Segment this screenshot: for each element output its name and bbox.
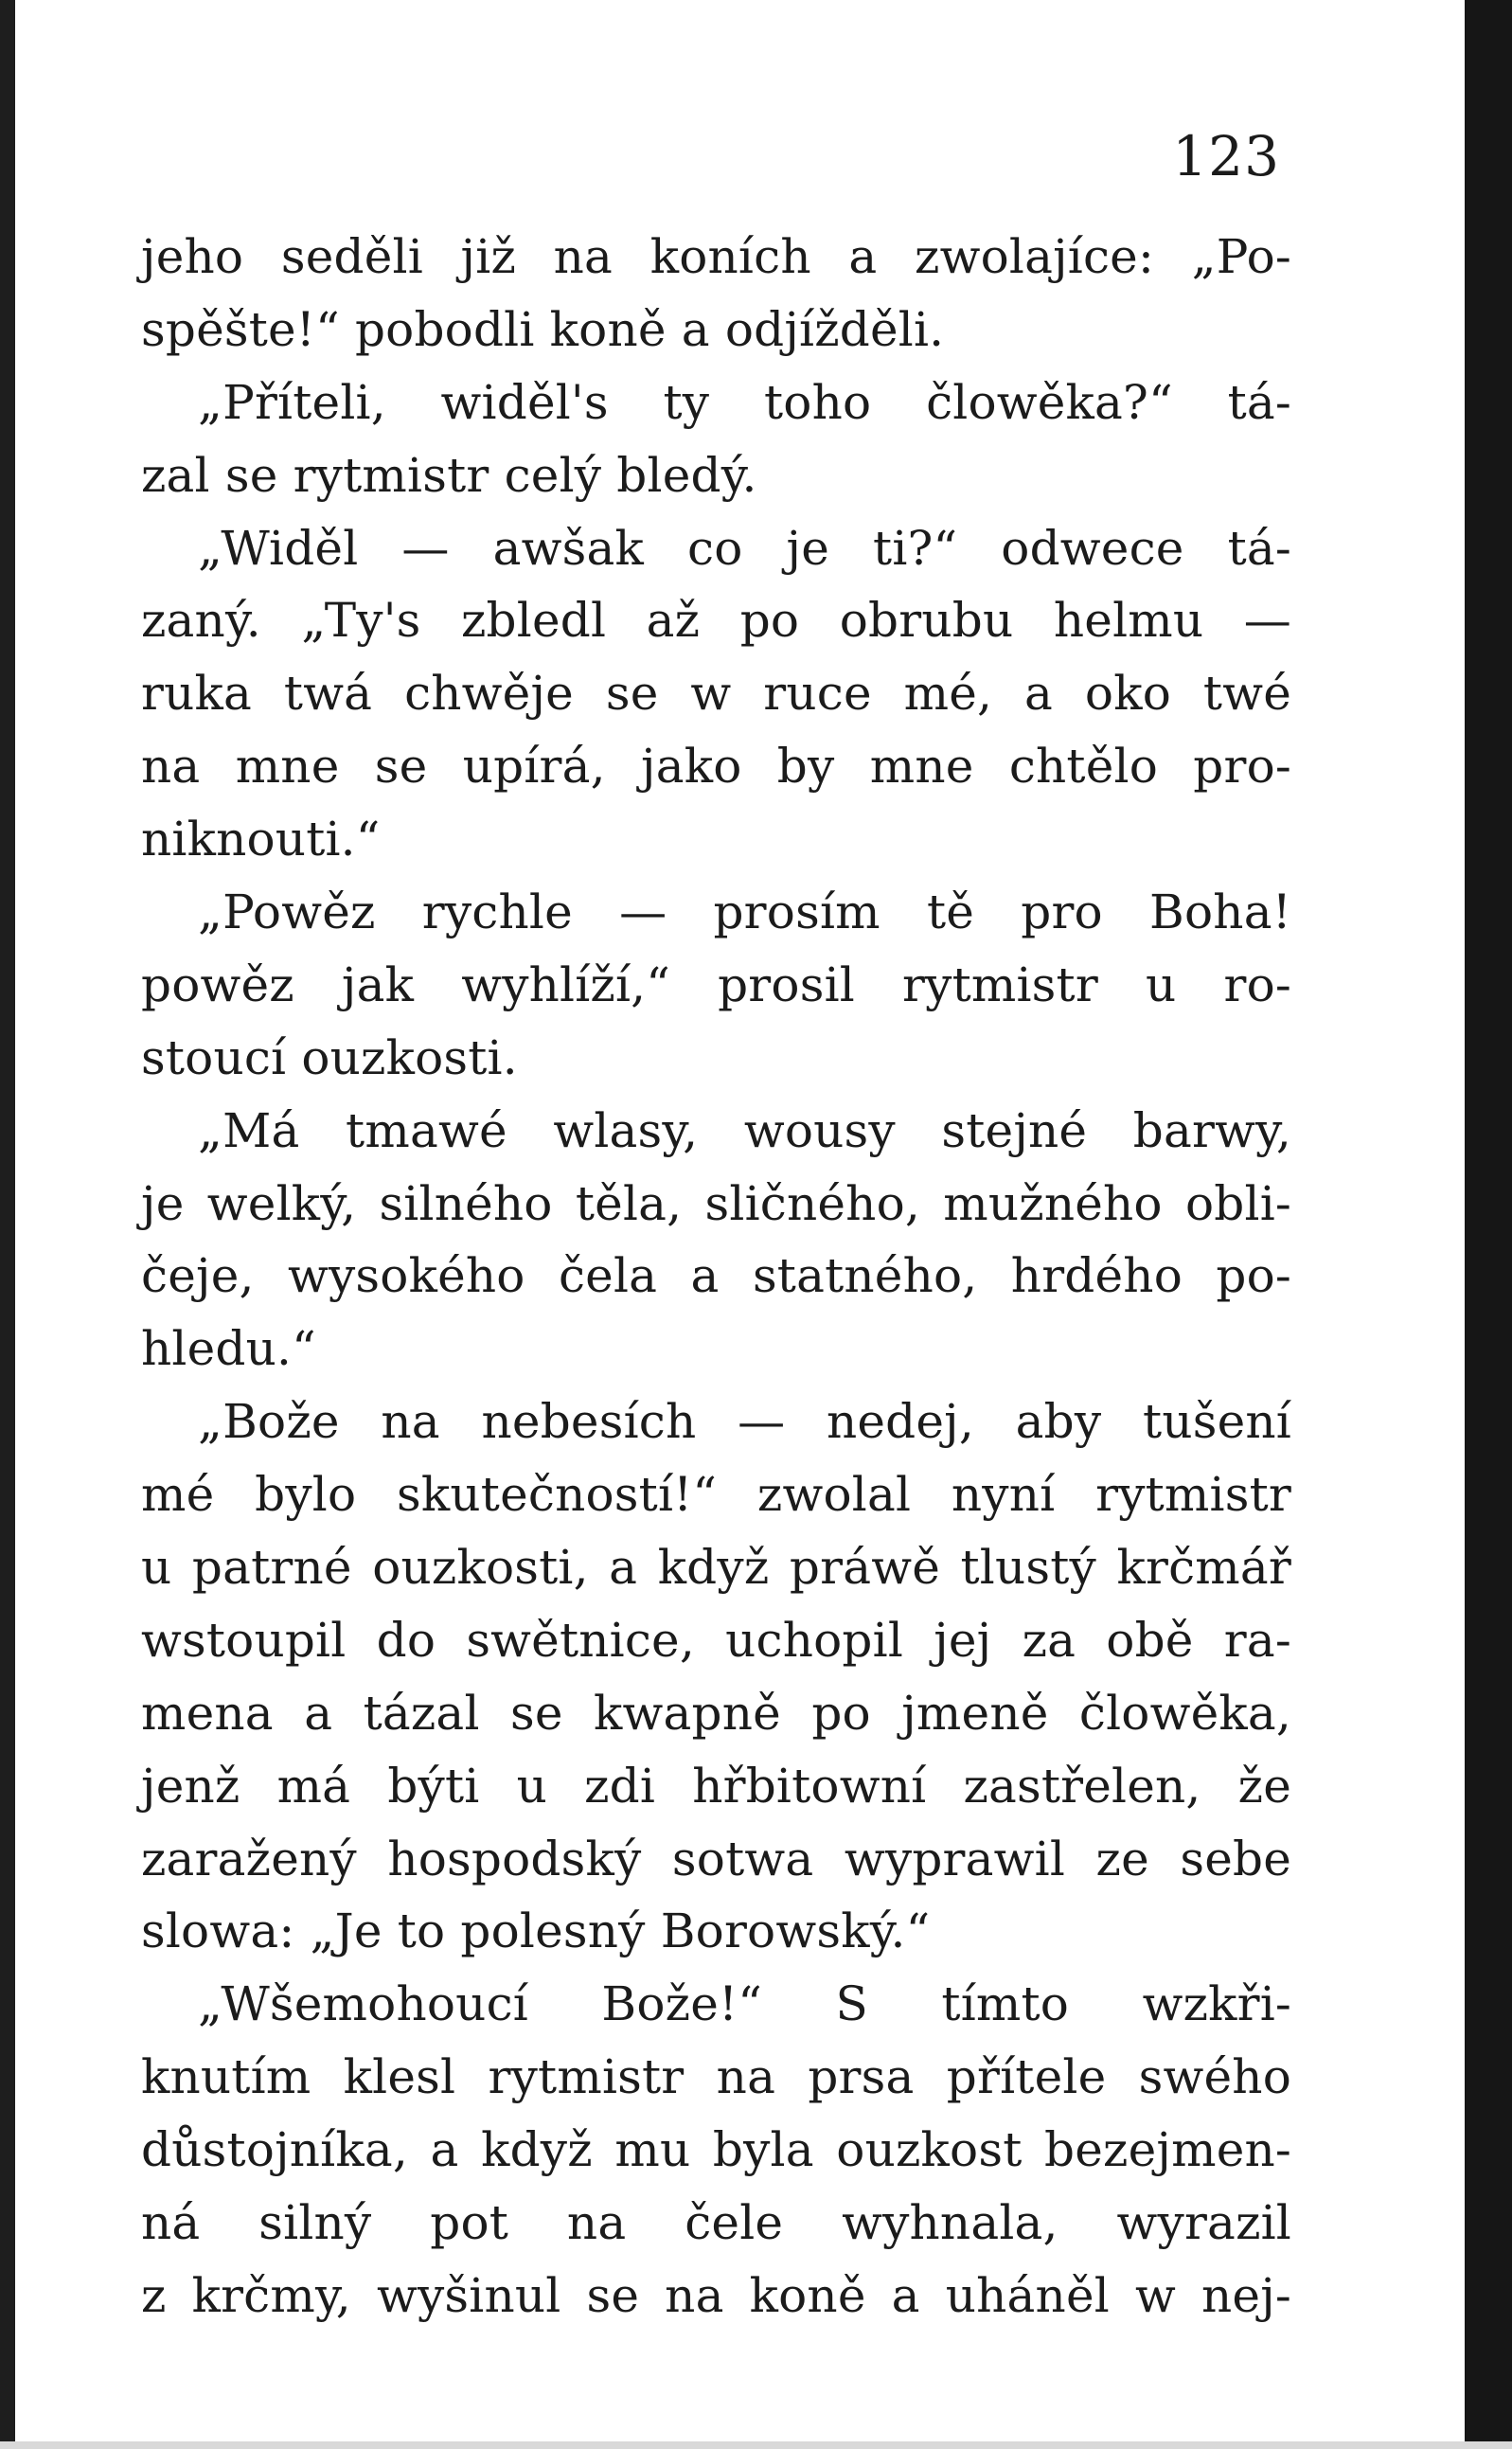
text-line-8: na mne se upírá, jako by mne chtělo pro- [141,739,1291,795]
text-line-4: zal se rytmistr celý bledý. [141,447,757,503]
scan-edge-bottom [0,2441,1512,2449]
text-line-19: u patrné ouzkosti, a když práwě tlustý krčmář [141,1540,1291,1596]
text-line-21: mena a tázal se kwapně po jmeně člowěka, [141,1685,1291,1741]
book-page [15,0,1465,2449]
scan-edge-left [0,0,15,2449]
text-line-17: „Bože na nebesích — nedej, aby tušení [198,1394,1291,1450]
text-line-12: stoucí ouzkosti. [141,1029,518,1085]
text-line-2: spěšte!“ pobodli koně a odjížděli. [141,301,945,357]
text-line-6: zaný. „Ty's zbledl až po obrubu helmu — [141,593,1291,649]
text-line-23: zaražený hospodský sotwa wyprawil ze sebe [141,1831,1291,1886]
text-line-11: powěz jak wyhlíží,“ prosil rytmistr u ro- [141,956,1291,1012]
text-line-16: hledu.“ [141,1321,316,1377]
text-line-28: ná silný pot na čele wyhnala, wyrazil [141,2195,1291,2251]
text-line-1: jeho seděli již na koních a zwolajíce: „Po- [141,229,1291,284]
text-line-20: wstoupil do swětnice, uchopil jej za obě ra- [141,1612,1291,1668]
text-line-26: knutím klesl rytmistr na prsa přítele swého [141,2049,1291,2105]
text-line-13: „Má tmawé wlasy, wousy stejné barwy, [198,1102,1291,1158]
text-line-10: „Powěz rychle — prosím tě pro Boha! [198,885,1291,940]
scan-edge-right [1465,0,1512,2449]
text-line-5: „Widěl — awšak co je ti?“ odwece tá- [198,520,1291,576]
text-line-9: niknouti.“ [141,812,381,867]
text-line-27: důstojníka, a když mu byla ouzkost bezejmen- [141,2122,1291,2178]
text-line-15: čeje, wysokého čela a statného, hrdého po- [141,1248,1291,1304]
text-line-14: je welký, silného těla, sličného, mužného obli- [141,1175,1291,1231]
text-line-29: z krčmy, wyšinul se na koně a uháněl w nej- [141,2267,1291,2323]
text-line-3: „Příteli, widěl's ty toho člowěka?“ tá- [198,374,1291,430]
text-line-22: jenž má býti u zdi hřbitowní zastřelen, že [141,1758,1291,1814]
text-line-18: mé bylo skutečností!“ zwolal nyní rytmistr [141,1467,1291,1523]
text-line-24: slowa: „Je to polesný Borowský.“ [141,1904,931,1959]
text-line-7: ruka twá chwěje se w ruce mé, a oko twé [141,666,1291,722]
page-text [141,221,1291,2333]
page-number: 123 [1172,124,1280,188]
text-line-25: „Wšemohoucí Bože!“ S tímto wzkři- [198,1976,1291,2032]
